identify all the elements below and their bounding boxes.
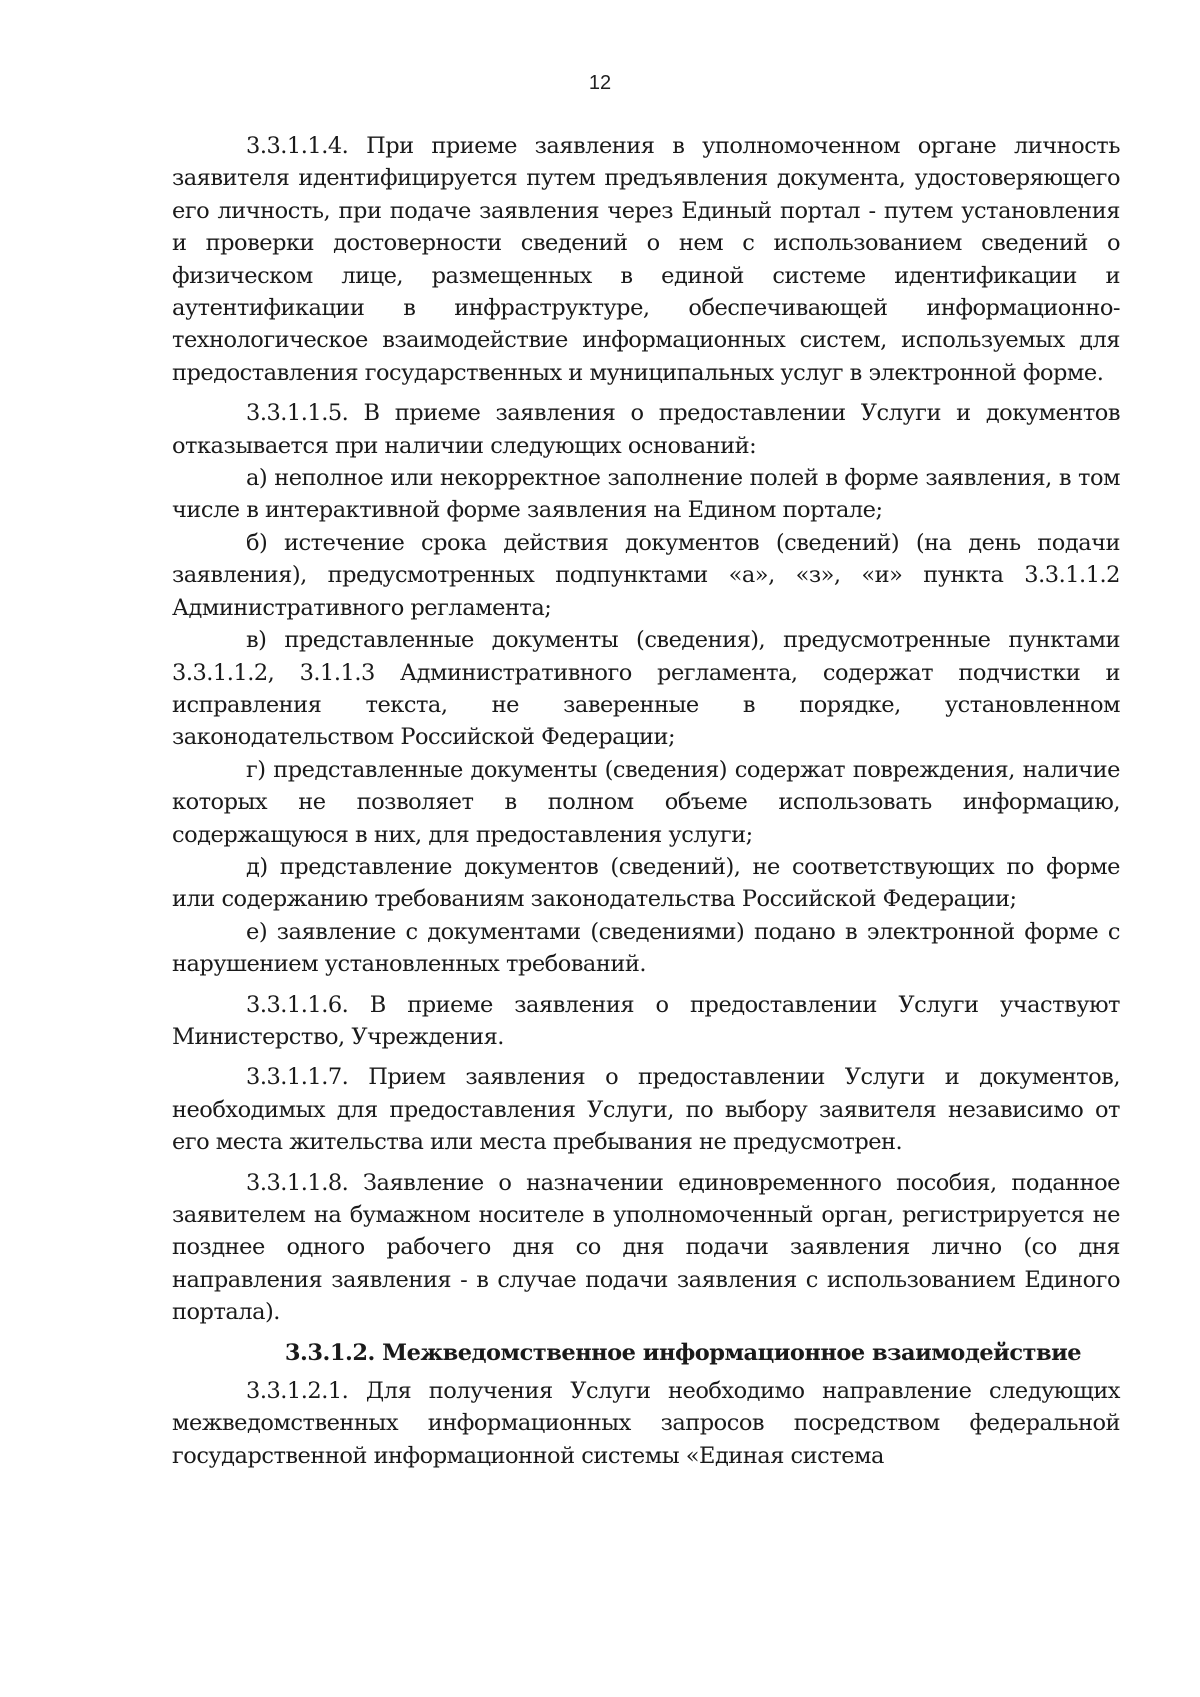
- page-number: 12: [588, 72, 612, 94]
- refusal-item-a: а) неполное или некорректное заполнение полей в форме заявления, в том числе в интерактивной форме заявления на Едином портале;: [172, 465, 1120, 524]
- refusal-item-e: е) заявление с документами (сведениями) подано в электронной форме с нарушением установленных требований.: [172, 918, 1120, 978]
- refusal-item-d: д) представление документов (сведений), не соответствующих по форме или содержанию требованиям законодательства Российской Федерации;: [172, 853, 1120, 913]
- paragraph-3-3-1-1-8: 3.3.1.1.8. Заявление о назначении единовременного пособия, поданное заявителем на бумажном носителе в уполномоченный орган, регистрируется не позднее одного рабочего дня со дня подачи заявления лично (со дня направления заявления - в случае подачи заявления с использованием Единого портала).: [172, 1169, 1120, 1326]
- paragraph-3-3-1-2-1: 3.3.1.2.1. Для получения Услуги необходимо направление следующих межведомственных информационных запросов посредством федеральной государственной информационной системы «Единая система: [172, 1378, 1120, 1469]
- section-heading: 3.3.1.2. Межведомственное информационное взаимодействие: [284, 1339, 1082, 1366]
- paragraph-3-3-1-1-6: 3.3.1.1.6. В приеме заявления о предоставлении Услуги участвуют Министерство, Учреждения.: [172, 991, 1120, 1050]
- paragraph-3-3-1-1-5: 3.3.1.1.5. В приеме заявления о предоставлении Услуги и документов отказывается при наличии следующих оснований:: [172, 400, 1120, 459]
- page-content: [172, 130, 1120, 1480]
- refusal-item-v: в) представленные документы (сведения), предусмотренные пунктами 3.3.1.1.2, 3.1.1.3 Административного регламента, содержат подчистки и исправления текста, не заверенные в порядке, установленном законодательством Российской Федерации;: [172, 627, 1120, 751]
- refusal-item-b: б) истечение срока действия документов (сведений) (на день подачи заявления), предусмотренных подпунктами «а», «з», «и» пункта 3.3.1.1.2 Административного регламента;: [172, 529, 1120, 621]
- paragraph-3-3-1-1-7: 3.3.1.1.7. Прием заявления о предоставлении Услуги и документов, необходимых для предоставления Услуги, по выбору заявителя независимо от его места жительства или места пребывания не предусмотрен.: [172, 1064, 1120, 1156]
- refusal-item-g: г) представленные документы (сведения) содержат повреждения, наличие которых не позволяет в полном объеме использовать информацию, содержащуюся в них, для предоставления услуги;: [172, 756, 1120, 848]
- paragraph-3-3-1-1-4: 3.3.1.1.4. При приеме заявления в уполномоченном органе личность заявителя идентифицируется путем предъявления документа, удостоверяющего его личность, при подаче заявления через Единый портал - путем установления и проверки достоверности сведений о нем с использованием сведений о физическом лице, размещенных в единой системе идентификации и аутентификации в инфраструктуре, обеспечивающей информационно-технологическое взаимодействие информационных систем, используемых для предоставления государственных и муниципальных услуг в электронной форме.: [172, 133, 1120, 386]
